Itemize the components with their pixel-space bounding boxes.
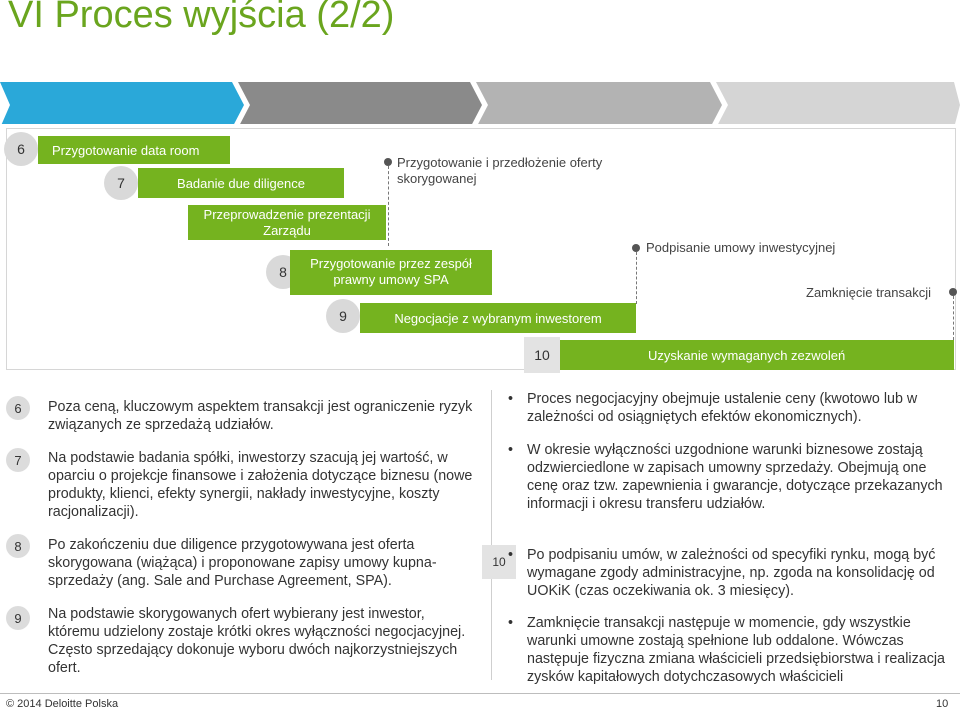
bullet-marker: • [508,547,514,563]
presentation-bar [188,205,386,240]
step-6-bar [38,136,230,164]
right-bullet-2-text: W okresie wyłączności uzgodnione warunki biznesowe zostają odzwierciedlone w zapisach umowny sprzedaży. Obejmują one cenę oraz tzw. zapewnienia i gwarancje, dotyczące przekazanych informacji i okresu transferu udziałów. [527,442,943,512]
presentation-label: Przeprowadzenie prezentacji Zarządu [203,207,371,238]
milestone-2-dot [632,244,640,252]
milestone-3-dot [949,288,957,296]
right-bullet-1-text: Proces negocjacyjny obejmuje ustalenie ceny (kwotowo lub w zależności od osiągniętych efektów ekonomicznych). [527,391,918,425]
right-bullet-4 [508,614,948,686]
step-7-number: 7 [104,166,138,200]
step-8-bar [290,250,492,295]
milestone-signing: Podpisanie umowy inwestycyjnej [646,240,836,255]
footer-copyright: © 2014 Deloitte Polska [6,698,119,710]
left-item-9-number: 9 [6,606,30,630]
chevron-3 [476,82,722,124]
right-bullet-3-text: Po podpisaniu umów, w zależności od specyfiki rynku, mogą być wymagane zgody administracyjne, np. zgoda na konsolidację od UOKiK (czas oczekiwania ok. 3 miesięcy). [527,547,936,599]
chevron-1 [0,82,244,124]
milestone-3-dashline [953,296,954,340]
milestone-2-dashline [636,252,637,304]
chevron-2 [238,82,482,124]
right-bullet-4-text: Zamknięcie transakcji następuje w momencie, gdy wszystkie warunki umowne zostają spełnione lub oddalone. Wówczas następuje fizyczna zmiana właścicieli przedsiębiorstwa i realizacja zysków kapitałowych dotychczasowych właścicieli [527,615,945,685]
milestone-1-dashline [388,166,389,246]
step-10-number: 10 [524,337,560,373]
step-7-bar [138,168,344,198]
milestone-offer: Przygotowanie i przedłożenie oferty skorygowanej [397,155,603,186]
left-item-9-text: Na podstawie skorygowanych ofert wybierany jest inwestor, któremu udzielony zostaje krótki okres wyłączności negocjacyjnej. Często sprzedający dokonuje wyboru dwóch najkorzystniejszych ofert. [48,606,466,676]
process-chevrons [0,82,960,124]
footer-divider [0,693,960,694]
step-10-label: Uzyskanie wymaganych zezwoleń [648,348,846,363]
step-6-label: Przygotowanie data room [52,143,200,158]
right-bullet-1 [508,390,948,426]
left-item-7-text: Na podstawie badania spółki, inwestorzy szacują jej wartość, w oparciu o projekcje finansowe i założenia dotyczące biznesu (nowe produkty, klienci, efekty synergii, nakłady inwestycyjne, koszty racjonalizacji). [48,450,473,520]
right-item-10-number: 10 [482,545,516,579]
page-title: VI Proces wyjścia (2/2) [8,0,395,36]
left-item-6-text: Poza ceną, kluczowym aspektem transakcji jest ograniczenie ryzyk związanych ze sprzedażą udziałów. [48,399,473,433]
bullet-marker: • [508,391,514,407]
milestone-closing: Zamknięcie transakcji [806,285,931,300]
step-9-number: 9 [326,299,360,333]
left-item-8-text: Po zakończeniu due diligence przygotowywana jest oferta skorygowana (wiążąca) i proponowane zapisy umowy kupna-sprzedaży (ang. Sale and Purchase Agreement, SPA). [48,537,437,589]
left-item-7-number: 7 [6,448,30,472]
bullet-marker: • [508,442,514,458]
right-bullet-2 [508,441,948,513]
step-10-bar [560,340,954,370]
footer-page-number: 10 [936,698,949,710]
right-bullet-3 [508,546,948,600]
step-9-label: Negocjacje z wybranym inwestorem [394,311,602,326]
step-8-number: 8 [266,255,300,289]
left-item-6-number: 6 [6,396,30,420]
left-item-8-number: 8 [6,534,30,558]
chevron-4 [716,82,960,124]
bullet-marker: • [508,615,514,631]
step-8-label: Przygotowanie przez zespół prawny umowy SPA [310,256,472,287]
step-6-number: 6 [4,132,38,166]
step-7-label: Badanie due diligence [177,176,305,191]
step-9-bar [360,303,636,333]
milestone-1-dot [384,158,392,166]
column-divider [491,390,492,680]
